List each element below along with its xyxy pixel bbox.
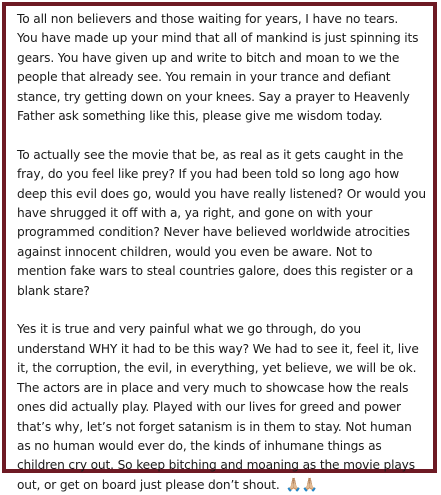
text-line: it, the corruption, the evil, in everything, yet believe, we will be ok. — [17, 361, 417, 376]
text-line: understand WHY it had to be this way? We had to see it, feel it, live — [17, 341, 419, 356]
text-line: Father ask something like this, please give me wisdom today. — [17, 109, 383, 124]
text-line: To all non believers and those waiting for years, I have no tears. — [17, 12, 399, 26]
text-line: fray, do you feel like prey? If you had been told so long ago how — [17, 167, 400, 182]
text-line: blank stare? — [17, 283, 90, 298]
text-line: people that already see. You remain in your trance and defiant — [17, 70, 391, 85]
text-line: gears. You have given up and write to bitch and moan to we the — [17, 50, 400, 65]
text-line: You have made up your mind that all of mankind is just spinning its — [17, 31, 419, 46]
post-frame — [2, 2, 437, 493]
text-line: mention fake wars to steal countries galore, does this register or a — [17, 264, 414, 279]
paragraph-3 — [17, 320, 437, 495]
text-line: To actually see the movie that be, as real as it gets caught in the — [17, 147, 404, 162]
text-line-content: out, or get on board just please don’t shout. — [17, 477, 280, 492]
text-line: as no human would ever do, the kinds of inhumane things as — [17, 438, 382, 453]
paragraph-2 — [17, 146, 437, 301]
post-body — [17, 10, 437, 495]
text-line: programmed condition? Never have believed worldwide atrocities — [17, 225, 410, 240]
text-line: children cry out. So keep bitching and moaning as the movie plays — [17, 458, 415, 473]
text-line: deep this evil does go, would you have really listened? Or would you — [17, 186, 426, 201]
text-line: that’s why, let’s not forget satanism is in them to stay. Not human — [17, 419, 412, 434]
text-line: ones did actually play. Played with our lives for greed and power — [17, 400, 401, 415]
text-line-last — [17, 476, 437, 495]
text-line: The actors are in place and very much to showcase how the reals — [17, 380, 409, 395]
text-line: have shrugged it off with a, ya right, and gone on with your — [17, 206, 373, 221]
text-line: stance, try getting down on your knees. Say a prayer to Heavenly — [17, 89, 410, 104]
paragraph-1 — [17, 10, 437, 126]
text-line: against innocent children, would you even be aware. Not to — [17, 244, 373, 259]
text-line: Yes it is true and very painful what we go through, do you — [17, 322, 361, 337]
praying-hands-icon: 🙏🏼🙏🏼 — [285, 477, 318, 493]
